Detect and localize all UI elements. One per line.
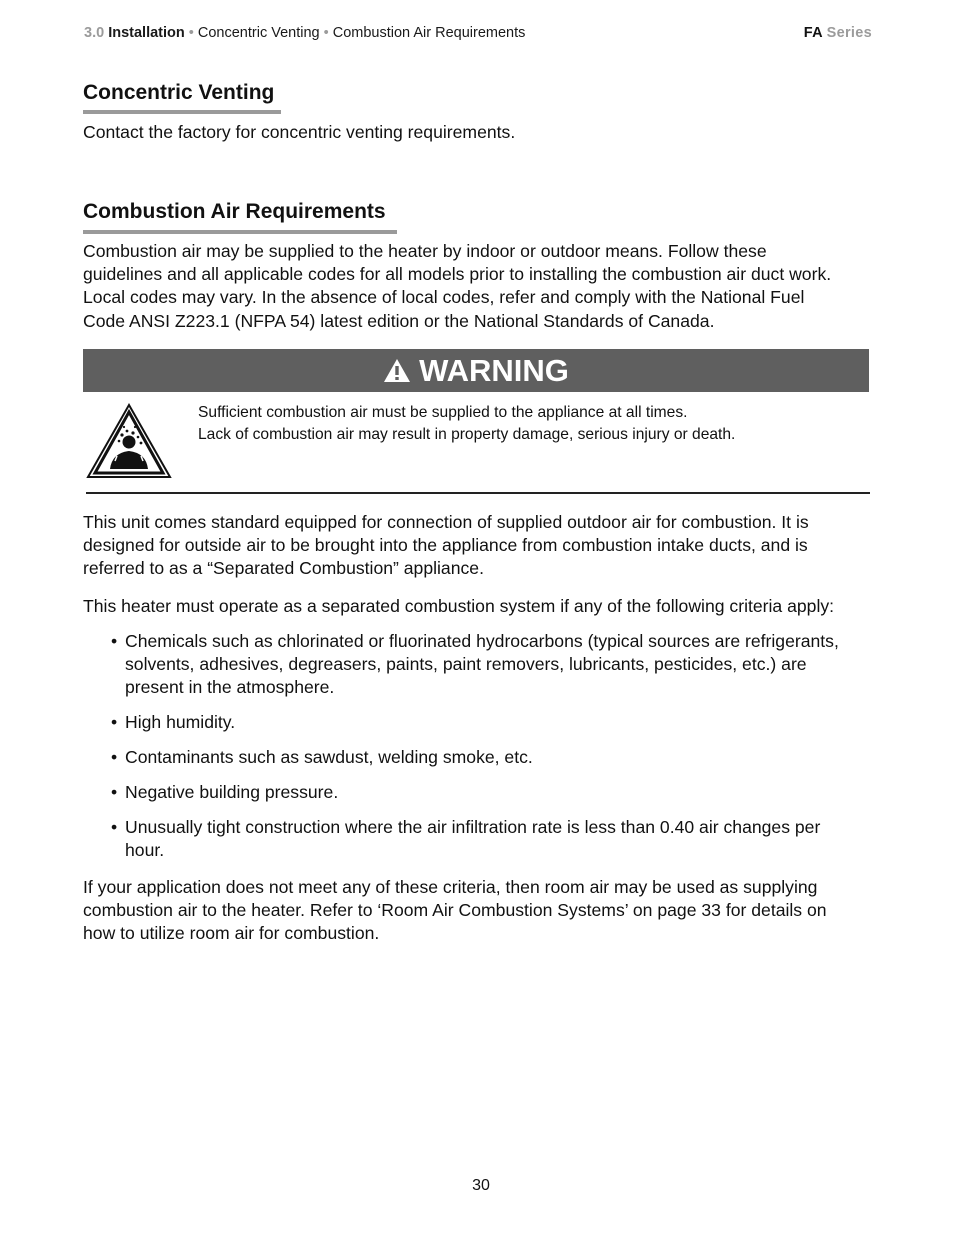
text-line: combustion air to the heater. Refer to ‘Room Air Combustion Systems’ on page 33 for details on: [83, 900, 827, 921]
warning-triangle-icon: [383, 358, 411, 383]
breadcrumb-item: Combustion Air Requirements: [332, 25, 526, 41]
text-line: High humidity.: [125, 712, 236, 733]
breadcrumb-separator: •: [323, 25, 329, 41]
warning-line: Sufficient combustion air must be supplied to the appliance at all times.: [198, 404, 688, 421]
text-line: This unit comes standard equipped for connection of supplied outdoor air for combustion. It is: [83, 512, 809, 532]
warning-line: Lack of combustion air may result in property damage, serious injury or death.: [198, 425, 736, 443]
list-item: [111, 711, 871, 734]
bullet: •: [111, 747, 118, 767]
concentric-venting-heading: Concentric Venting: [83, 81, 275, 104]
suffocation-hazard-icon: [86, 403, 172, 479]
separated-combustion-paragraph: [83, 511, 873, 581]
text-line: guidelines and all applicable codes for all models prior to installing the combustion air duct work.: [83, 264, 832, 285]
list-item: [111, 781, 871, 804]
series-label: [804, 25, 872, 41]
bullet: •: [111, 631, 118, 651]
combustion-air-heading: Combustion Air Requirements: [83, 200, 386, 223]
breadcrumb: [84, 25, 525, 41]
text-line: present in the atmosphere.: [125, 677, 335, 698]
breadcrumb-separator: •: [188, 25, 194, 41]
criteria-intro: This heater must operate as a separated combustion system if any of the following criteria apply:: [83, 596, 835, 616]
bullet: •: [111, 712, 118, 733]
text-line: Contaminants such as sawdust, welding smoke, etc.: [125, 747, 533, 767]
heading-underline: [83, 230, 397, 234]
text-line: referred to as a “Separated Combustion” appliance.: [83, 558, 484, 579]
concentric-venting-text: Contact the factory for concentric venting requirements.: [83, 122, 516, 142]
text-line: Combustion air may be supplied to the heater by indoor or outdoor means. Follow these: [83, 241, 767, 261]
list-item: [111, 816, 871, 862]
series-code: FA: [803, 25, 823, 41]
warning-label: WARNING: [419, 352, 569, 388]
breadcrumb-item: Concentric Venting: [197, 25, 320, 41]
text-line: Code ANSI Z223.1 (NFPA 54) latest edition or the National Standards of Canada.: [83, 310, 715, 331]
text-line: If your application does not meet any of these criteria, then room air may be used as supplying: [83, 877, 818, 897]
text-line: Negative building pressure.: [125, 781, 339, 802]
text-line: designed for outside air to be brought into the appliance from combustion intake ducts, and is: [83, 535, 808, 556]
warning-divider: [86, 492, 870, 494]
text-line: how to utilize room air for combustion.: [83, 923, 380, 944]
running-header: [84, 25, 872, 43]
series-word: Series: [826, 25, 872, 41]
bullet: •: [111, 816, 118, 837]
text-line: Unusually tight construction where the air infiltration rate is less than 0.40 air changes per: [125, 816, 821, 837]
page-number: 30: [472, 1177, 490, 1194]
warning-banner: [83, 349, 869, 392]
list-item: [111, 630, 871, 700]
section-name: Installation: [108, 25, 185, 41]
list-item: [111, 746, 871, 769]
room-air-paragraph: [83, 876, 873, 946]
text-line: hour.: [125, 839, 165, 860]
criteria-list: [111, 630, 871, 874]
warning-message: [198, 402, 735, 445]
text-line: Chemicals such as chlorinated or fluorinated hydrocarbons (typical sources are refrigerants,: [125, 631, 839, 651]
combustion-air-intro: [83, 240, 873, 333]
text-line: solvents, adhesives, degreasers, paints, paint removers, lubricants, pesticides, etc.) are: [125, 654, 807, 675]
section-number: 3.0: [84, 25, 105, 41]
bullet: •: [111, 781, 118, 802]
heading-underline: [83, 110, 281, 114]
text-line: Local codes may vary. In the absence of local codes, refer and comply with the National Fuel: [83, 287, 805, 308]
